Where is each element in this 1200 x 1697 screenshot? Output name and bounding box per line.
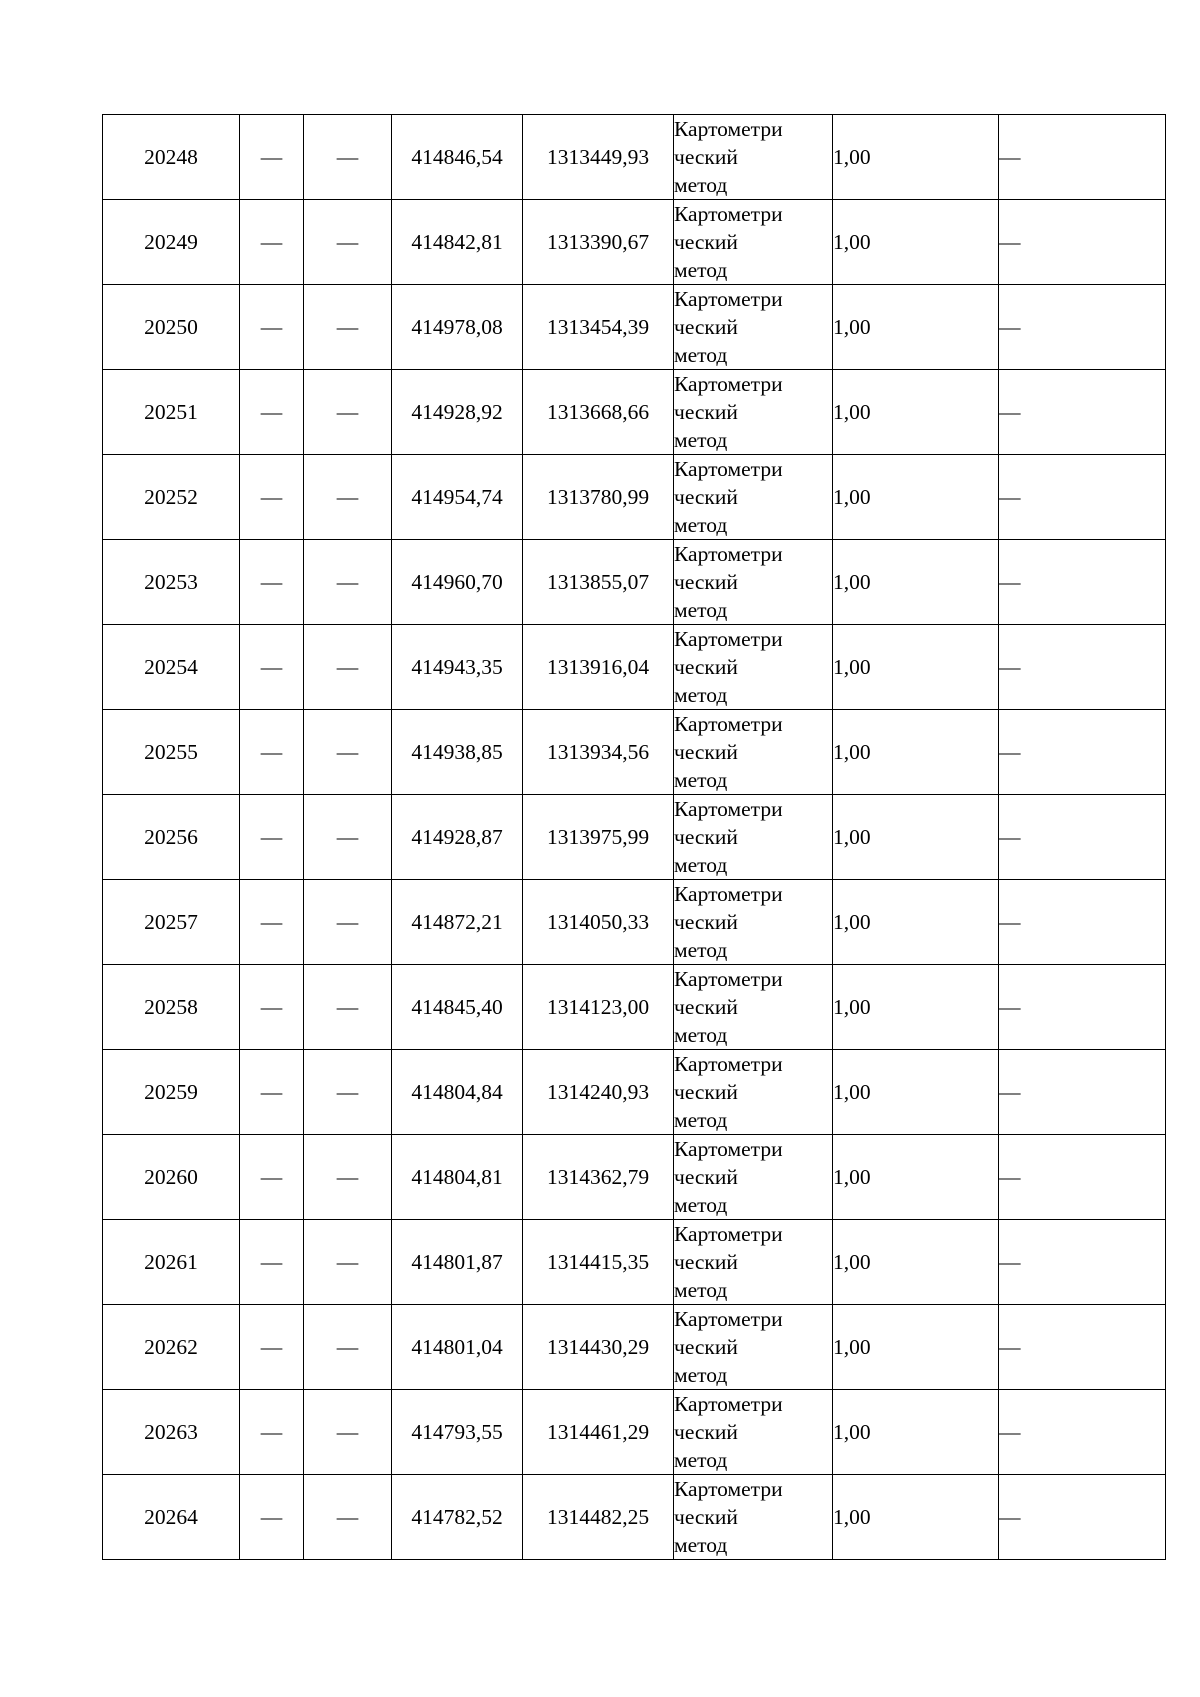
- table-row: [103, 370, 1166, 455]
- method-cell: [674, 625, 833, 710]
- y-coordinate-cell: 1313934,56: [523, 710, 674, 795]
- empty-value-cell: —: [240, 540, 304, 625]
- method-text-line: метод: [674, 1278, 728, 1302]
- x-coordinate-cell: 414928,92: [392, 370, 523, 455]
- method-text-line: ческий: [674, 740, 738, 764]
- table-row: [103, 710, 1166, 795]
- point-number-cell: 20252: [103, 455, 240, 540]
- empty-value-cell: —: [240, 200, 304, 285]
- method-text-line: Картометри: [674, 627, 783, 651]
- empty-value-cell: —: [304, 455, 392, 540]
- method-text-line: ческий: [674, 485, 738, 509]
- method-text-line: ческий: [674, 230, 738, 254]
- description-cell: —: [999, 965, 1166, 1050]
- point-number-cell: 20263: [103, 1390, 240, 1475]
- method-cell: [674, 455, 833, 540]
- empty-value-cell: —: [304, 965, 392, 1050]
- empty-value-cell: —: [240, 1390, 304, 1475]
- coordinates-table: [102, 114, 1166, 1560]
- description-cell: —: [999, 1135, 1166, 1220]
- method-text-line: ческий: [674, 1080, 738, 1104]
- table-row: [103, 115, 1166, 200]
- method-text-line: метод: [674, 513, 728, 537]
- accuracy-cell: 1,00: [833, 1475, 999, 1560]
- method-text-line: метод: [674, 1363, 728, 1387]
- method-text-line: метод: [674, 853, 728, 877]
- accuracy-cell: 1,00: [833, 1220, 999, 1305]
- method-cell: [674, 795, 833, 880]
- point-number-cell: 20261: [103, 1220, 240, 1305]
- point-number-cell: 20257: [103, 880, 240, 965]
- x-coordinate-cell: 414801,04: [392, 1305, 523, 1390]
- description-cell: —: [999, 880, 1166, 965]
- y-coordinate-cell: 1313780,99: [523, 455, 674, 540]
- table-row: [103, 1390, 1166, 1475]
- method-cell: [674, 1390, 833, 1475]
- y-coordinate-cell: 1314430,29: [523, 1305, 674, 1390]
- method-text-line: ческий: [674, 315, 738, 339]
- method-text-line: метод: [674, 1193, 728, 1217]
- method-text-line: Картометри: [674, 202, 783, 226]
- empty-value-cell: —: [240, 1220, 304, 1305]
- table-row: [103, 965, 1166, 1050]
- description-cell: —: [999, 1220, 1166, 1305]
- y-coordinate-cell: 1314123,00: [523, 965, 674, 1050]
- accuracy-cell: 1,00: [833, 795, 999, 880]
- accuracy-cell: 1,00: [833, 880, 999, 965]
- table-row: [103, 200, 1166, 285]
- empty-value-cell: —: [304, 1475, 392, 1560]
- point-number-cell: 20251: [103, 370, 240, 455]
- empty-value-cell: —: [304, 1390, 392, 1475]
- empty-value-cell: —: [304, 1135, 392, 1220]
- method-text-line: метод: [674, 173, 728, 197]
- y-coordinate-cell: 1314415,35: [523, 1220, 674, 1305]
- point-number-cell: 20250: [103, 285, 240, 370]
- empty-value-cell: —: [240, 115, 304, 200]
- empty-value-cell: —: [240, 1305, 304, 1390]
- method-cell: [674, 115, 833, 200]
- method-text-line: ческий: [674, 1250, 738, 1274]
- description-cell: —: [999, 370, 1166, 455]
- y-coordinate-cell: 1313668,66: [523, 370, 674, 455]
- y-coordinate-cell: 1313449,93: [523, 115, 674, 200]
- table-row: [103, 1475, 1166, 1560]
- table-row: [103, 1135, 1166, 1220]
- empty-value-cell: —: [304, 795, 392, 880]
- method-text-line: ческий: [674, 1420, 738, 1444]
- empty-value-cell: —: [240, 625, 304, 710]
- accuracy-cell: 1,00: [833, 710, 999, 795]
- description-cell: —: [999, 625, 1166, 710]
- table-row: [103, 880, 1166, 965]
- accuracy-cell: 1,00: [833, 1390, 999, 1475]
- y-coordinate-cell: 1314240,93: [523, 1050, 674, 1135]
- accuracy-cell: 1,00: [833, 625, 999, 710]
- y-coordinate-cell: 1313855,07: [523, 540, 674, 625]
- description-cell: —: [999, 285, 1166, 370]
- x-coordinate-cell: 414804,84: [392, 1050, 523, 1135]
- table-row: [103, 1220, 1166, 1305]
- empty-value-cell: —: [240, 455, 304, 540]
- x-coordinate-cell: 414872,21: [392, 880, 523, 965]
- table-row: [103, 795, 1166, 880]
- method-cell: [674, 370, 833, 455]
- method-text-line: ческий: [674, 1335, 738, 1359]
- x-coordinate-cell: 414801,87: [392, 1220, 523, 1305]
- x-coordinate-cell: 414845,40: [392, 965, 523, 1050]
- empty-value-cell: —: [304, 1305, 392, 1390]
- empty-value-cell: —: [304, 1050, 392, 1135]
- point-number-cell: 20262: [103, 1305, 240, 1390]
- method-text-line: Картометри: [674, 1477, 783, 1501]
- method-text-line: метод: [674, 683, 728, 707]
- accuracy-cell: 1,00: [833, 115, 999, 200]
- point-number-cell: 20254: [103, 625, 240, 710]
- x-coordinate-cell: 414960,70: [392, 540, 523, 625]
- point-number-cell: 20256: [103, 795, 240, 880]
- method-cell: [674, 880, 833, 965]
- empty-value-cell: —: [304, 200, 392, 285]
- document-page: [102, 114, 1165, 1560]
- description-cell: —: [999, 710, 1166, 795]
- x-coordinate-cell: 414938,85: [392, 710, 523, 795]
- point-number-cell: 20264: [103, 1475, 240, 1560]
- method-text-line: метод: [674, 343, 728, 367]
- method-text-line: метод: [674, 428, 728, 452]
- method-cell: [674, 1220, 833, 1305]
- y-coordinate-cell: 1313916,04: [523, 625, 674, 710]
- x-coordinate-cell: 414793,55: [392, 1390, 523, 1475]
- method-cell: [674, 285, 833, 370]
- method-text-line: ческий: [674, 145, 738, 169]
- empty-value-cell: —: [240, 1475, 304, 1560]
- x-coordinate-cell: 414804,81: [392, 1135, 523, 1220]
- x-coordinate-cell: 414943,35: [392, 625, 523, 710]
- empty-value-cell: —: [304, 625, 392, 710]
- method-text-line: метод: [674, 598, 728, 622]
- empty-value-cell: —: [304, 370, 392, 455]
- point-number-cell: 20258: [103, 965, 240, 1050]
- method-text-line: Картометри: [674, 117, 783, 141]
- method-cell: [674, 1475, 833, 1560]
- description-cell: —: [999, 1475, 1166, 1560]
- method-text-line: метод: [674, 1108, 728, 1132]
- empty-value-cell: —: [240, 1135, 304, 1220]
- method-text-line: Картометри: [674, 287, 783, 311]
- method-text-line: ческий: [674, 655, 738, 679]
- method-text-line: метод: [674, 1023, 728, 1047]
- description-cell: —: [999, 115, 1166, 200]
- table-row: [103, 625, 1166, 710]
- method-text-line: ческий: [674, 910, 738, 934]
- empty-value-cell: —: [240, 370, 304, 455]
- y-coordinate-cell: 1314461,29: [523, 1390, 674, 1475]
- accuracy-cell: 1,00: [833, 200, 999, 285]
- empty-value-cell: —: [240, 965, 304, 1050]
- x-coordinate-cell: 414842,81: [392, 200, 523, 285]
- table-row: [103, 1050, 1166, 1135]
- method-text-line: Картометри: [674, 797, 783, 821]
- method-text-line: Картометри: [674, 882, 783, 906]
- x-coordinate-cell: 414954,74: [392, 455, 523, 540]
- table-row: [103, 1305, 1166, 1390]
- method-cell: [674, 1050, 833, 1135]
- empty-value-cell: —: [304, 285, 392, 370]
- empty-value-cell: —: [240, 880, 304, 965]
- method-text-line: метод: [674, 1448, 728, 1472]
- accuracy-cell: 1,00: [833, 540, 999, 625]
- empty-value-cell: —: [304, 880, 392, 965]
- empty-value-cell: —: [240, 285, 304, 370]
- description-cell: —: [999, 1050, 1166, 1135]
- y-coordinate-cell: 1314050,33: [523, 880, 674, 965]
- point-number-cell: 20253: [103, 540, 240, 625]
- method-text-line: метод: [674, 768, 728, 792]
- empty-value-cell: —: [304, 710, 392, 795]
- description-cell: —: [999, 1305, 1166, 1390]
- empty-value-cell: —: [304, 540, 392, 625]
- method-text-line: Картометри: [674, 372, 783, 396]
- x-coordinate-cell: 414846,54: [392, 115, 523, 200]
- description-cell: —: [999, 540, 1166, 625]
- method-text-line: Картометри: [674, 542, 783, 566]
- method-text-line: метод: [674, 938, 728, 962]
- table-row: [103, 455, 1166, 540]
- method-text-line: ческий: [674, 400, 738, 424]
- method-text-line: Картометри: [674, 1137, 783, 1161]
- method-cell: [674, 710, 833, 795]
- description-cell: —: [999, 200, 1166, 285]
- method-text-line: Картометри: [674, 1307, 783, 1331]
- method-text-line: ческий: [674, 570, 738, 594]
- y-coordinate-cell: 1313454,39: [523, 285, 674, 370]
- method-text-line: Картометри: [674, 457, 783, 481]
- empty-value-cell: —: [240, 710, 304, 795]
- method-text-line: Картометри: [674, 967, 783, 991]
- y-coordinate-cell: 1314482,25: [523, 1475, 674, 1560]
- method-text-line: ческий: [674, 1165, 738, 1189]
- x-coordinate-cell: 414978,08: [392, 285, 523, 370]
- method-cell: [674, 1135, 833, 1220]
- point-number-cell: 20259: [103, 1050, 240, 1135]
- empty-value-cell: —: [304, 115, 392, 200]
- accuracy-cell: 1,00: [833, 1050, 999, 1135]
- method-text-line: Картометри: [674, 1222, 783, 1246]
- method-cell: [674, 965, 833, 1050]
- method-cell: [674, 540, 833, 625]
- point-number-cell: 20248: [103, 115, 240, 200]
- description-cell: —: [999, 455, 1166, 540]
- table-row: [103, 540, 1166, 625]
- method-text-line: Картометри: [674, 1392, 783, 1416]
- accuracy-cell: 1,00: [833, 1305, 999, 1390]
- method-text-line: Картометри: [674, 1052, 783, 1076]
- x-coordinate-cell: 414928,87: [392, 795, 523, 880]
- point-number-cell: 20249: [103, 200, 240, 285]
- description-cell: —: [999, 1390, 1166, 1475]
- method-text-line: ческий: [674, 995, 738, 1019]
- table-body: [103, 115, 1166, 1560]
- accuracy-cell: 1,00: [833, 455, 999, 540]
- method-text-line: метод: [674, 258, 728, 282]
- accuracy-cell: 1,00: [833, 965, 999, 1050]
- point-number-cell: 20260: [103, 1135, 240, 1220]
- method-cell: [674, 200, 833, 285]
- method-text-line: ческий: [674, 1505, 738, 1529]
- empty-value-cell: —: [240, 1050, 304, 1135]
- y-coordinate-cell: 1314362,79: [523, 1135, 674, 1220]
- y-coordinate-cell: 1313975,99: [523, 795, 674, 880]
- method-text-line: метод: [674, 1533, 728, 1557]
- method-text-line: ческий: [674, 825, 738, 849]
- empty-value-cell: —: [240, 795, 304, 880]
- y-coordinate-cell: 1313390,67: [523, 200, 674, 285]
- table-row: [103, 285, 1166, 370]
- x-coordinate-cell: 414782,52: [392, 1475, 523, 1560]
- method-text-line: Картометри: [674, 712, 783, 736]
- point-number-cell: 20255: [103, 710, 240, 795]
- description-cell: —: [999, 795, 1166, 880]
- accuracy-cell: 1,00: [833, 1135, 999, 1220]
- accuracy-cell: 1,00: [833, 285, 999, 370]
- method-cell: [674, 1305, 833, 1390]
- accuracy-cell: 1,00: [833, 370, 999, 455]
- empty-value-cell: —: [304, 1220, 392, 1305]
